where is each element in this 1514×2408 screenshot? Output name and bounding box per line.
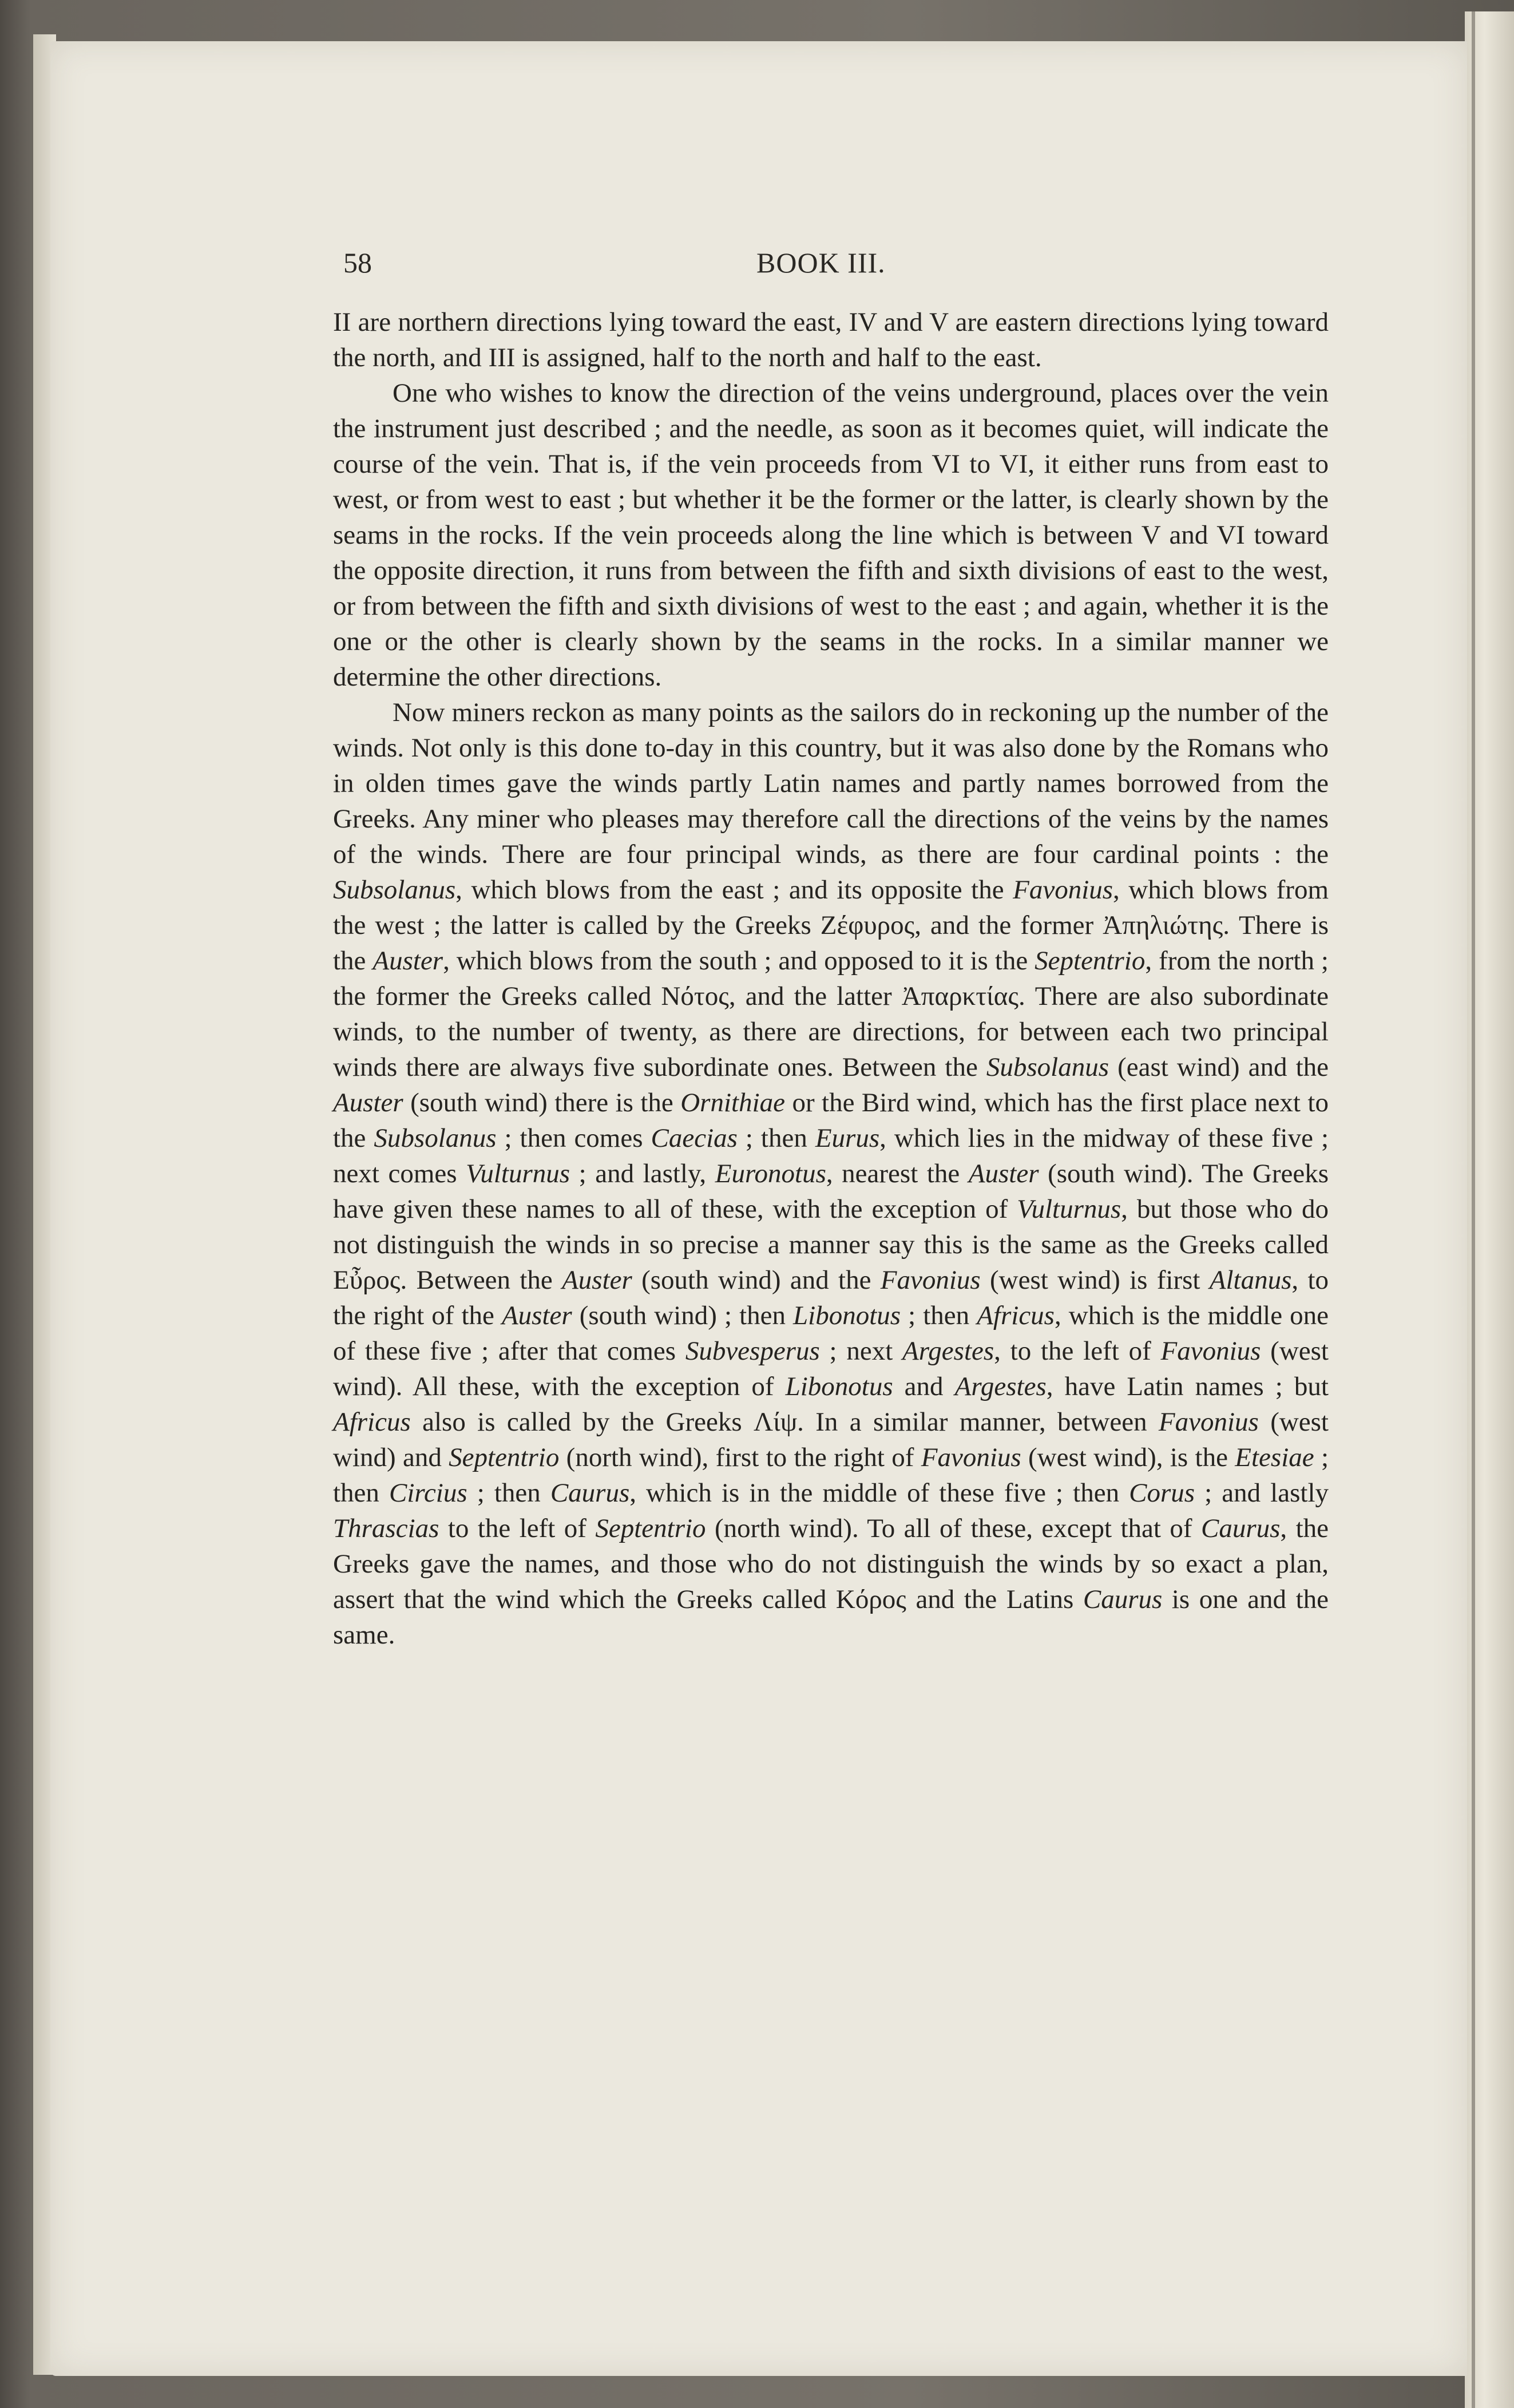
- text-run: ; and lastly: [1195, 1478, 1329, 1508]
- text-run: (south wind). The Greeks have given these names to all of these, with the exception of: [333, 1159, 1329, 1224]
- text-run: (east wind) and the: [1109, 1052, 1329, 1082]
- text-run: (south wind) there is the: [403, 1088, 681, 1118]
- paragraph: [333, 304, 1329, 375]
- text-run: , which blows from the south ; and opposed to it is the: [443, 946, 1035, 976]
- text-run: (west wind). All these, with the exception of: [333, 1336, 1329, 1401]
- text-run: to the left of: [439, 1514, 596, 1543]
- page-gutter-shadow: [1472, 11, 1475, 2408]
- text-run: (south wind) and the: [632, 1265, 881, 1295]
- text-run: , which blows from the east ; and its opposite the: [455, 875, 1013, 905]
- text-run: , to the left of: [994, 1336, 1161, 1366]
- text-run: ; then: [901, 1301, 977, 1330]
- text-run: (west wind) and: [333, 1407, 1329, 1472]
- italic-term: Etesiae: [1235, 1443, 1314, 1472]
- text-run: , which is in the middle of these five ; then: [629, 1478, 1129, 1508]
- italic-term: Caecias: [651, 1123, 738, 1153]
- italic-term: Africus: [333, 1407, 411, 1437]
- italic-term: Favonius: [1013, 875, 1113, 905]
- italic-term: Auster: [333, 1088, 403, 1118]
- text-run: , but those who do not distinguish the winds in so precise a manner say this is the same as the Greeks called Εὖρος. Between the: [333, 1194, 1329, 1295]
- italic-term: Libonotus: [793, 1301, 901, 1330]
- italic-term: Septentrio: [595, 1514, 706, 1543]
- italic-term: Thrascias: [333, 1514, 439, 1543]
- italic-term: Altanus: [1209, 1265, 1292, 1295]
- italic-term: Auster: [372, 946, 443, 976]
- body-text: [333, 304, 1329, 1653]
- page-number: 58: [343, 247, 372, 279]
- italic-term: Subvesperus: [685, 1336, 820, 1366]
- text-run: II are northern directions lying toward the east, IV and V are eastern directions lying toward the north, and III is assigned, half to the north and half to the east.: [333, 307, 1329, 373]
- text-run: (west wind), is the: [1021, 1443, 1235, 1472]
- text-run: , have Latin names ; but: [1046, 1372, 1329, 1401]
- italic-term: Circius: [389, 1478, 467, 1508]
- italic-term: Favonius: [921, 1443, 1021, 1472]
- text-run: , from the north ; the former the Greeks called Νότος, and the latter Ἀπαρκτίας. There are also subordinate winds, to the number of twenty, as there are directions, for between each two principal winds there are always five subordinate ones. Between the: [333, 946, 1329, 1082]
- text-run: ; next: [819, 1336, 903, 1366]
- running-head: [343, 246, 919, 286]
- text-run: , which is the middle one of these five ; after that comes: [333, 1301, 1329, 1366]
- text-run: , which lies in the midway of these five ; next comes: [333, 1123, 1329, 1189]
- italic-term: Auster: [968, 1159, 1039, 1189]
- chapter-title: BOOK III.: [756, 247, 886, 279]
- text-run: also is called by the Greeks Λίψ. In a similar manner, between: [410, 1407, 1159, 1437]
- paragraph: [333, 695, 1329, 1653]
- italic-term: Favonius: [1160, 1336, 1261, 1366]
- text-run: ; then: [467, 1478, 550, 1508]
- italic-term: Vulturnus: [1017, 1194, 1121, 1224]
- italic-term: Caurus: [1083, 1585, 1163, 1614]
- text-run: and: [893, 1372, 955, 1401]
- italic-term: Caurus: [1200, 1514, 1281, 1543]
- text-run: (north wind), first to the right of: [559, 1443, 921, 1472]
- italic-term: Argestes: [902, 1336, 994, 1366]
- italic-term: Argestes: [954, 1372, 1047, 1401]
- italic-term: Euronotus: [715, 1159, 826, 1189]
- text-run: Now miners reckon as many points as the sailors do in reckoning up the number of the winds. Not only is this done to-day in this country, but it was also done by the Romans who in olden times gave the winds partly Latin names and partly names borrowed from the Greeks. Any miner who pleases may therefore call the directions of the veins by the names of the winds. There are four principal winds, as there are four cardinal points : the: [333, 698, 1329, 869]
- text-run: (west wind) is first: [980, 1265, 1210, 1295]
- italic-term: Septentrio: [449, 1443, 560, 1472]
- italic-term: Auster: [501, 1301, 572, 1330]
- italic-term: Caurus: [550, 1478, 630, 1508]
- text-run: ; then comes: [496, 1123, 651, 1153]
- text-run: , the Greeks gave the names, and those who do not distinguish the winds by so exact a plan, assert that the wind which the Greeks called Κόρος and the Latins: [333, 1514, 1329, 1614]
- italic-term: Auster: [562, 1265, 632, 1295]
- text-run: , to the right of the: [333, 1265, 1329, 1330]
- text-run: ; then: [737, 1123, 815, 1153]
- text-run: , nearest the: [826, 1159, 969, 1189]
- italic-term: Favonius: [880, 1265, 981, 1295]
- italic-term: Subsolanus: [986, 1052, 1109, 1082]
- italic-term: Eurus: [815, 1123, 880, 1153]
- italic-term: Ornithiae: [680, 1088, 785, 1118]
- text-run: ; then: [333, 1443, 1329, 1508]
- italic-term: Vulturnus: [466, 1159, 570, 1189]
- italic-term: Libonotus: [785, 1372, 893, 1401]
- text-run: (north wind). To all of these, except that of: [706, 1514, 1201, 1543]
- italic-term: Favonius: [1158, 1407, 1259, 1437]
- italic-term: Septentrio: [1035, 946, 1146, 976]
- text-run: is one and the same.: [333, 1585, 1329, 1650]
- italic-term: Africus: [977, 1301, 1055, 1330]
- italic-term: Corus: [1129, 1478, 1195, 1508]
- italic-term: Subsolanus: [374, 1123, 497, 1153]
- text-run: One who wishes to know the direction of the veins underground, places over the vein the instrument just described ; and the needle, as soon as it becomes quiet, will indicate the course of the vein. That is, if the vein proceeds from VI to VI, it either runs from east to west, or from west to east ; but whether it be the former or the latter, is clearly shown by the seams in the rocks. If the vein proceeds along the line which is between V and VI toward the opposite direction, it runs from between the fifth and sixth divisions of east to the west, or from between the fifth and sixth divisions of west to the east ; and again, whether it is the one or the other is clearly shown by the seams in the rocks. In a similar manner we determine the other directions.: [333, 378, 1329, 692]
- text-run: ; and lastly,: [570, 1159, 715, 1189]
- text-run: or the Bird wind, which has the first place next to the: [333, 1088, 1329, 1153]
- text-run: (south wind) ; then: [572, 1301, 794, 1330]
- paragraph: [333, 375, 1329, 695]
- text-run: , which blows from the west ; the latter is called by the Greeks Ζέφυρος, and the former Ἀπηλιώτης. There is the: [333, 875, 1329, 976]
- italic-term: Subsolanus: [333, 875, 456, 905]
